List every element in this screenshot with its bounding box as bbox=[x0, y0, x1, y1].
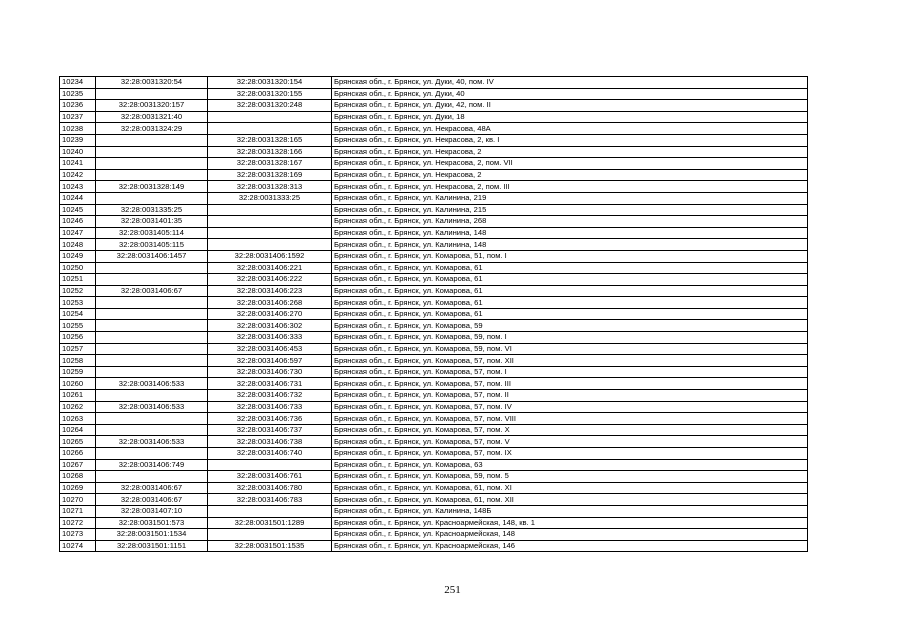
new-cadastral-number-cell: 32:28:0031406:733 bbox=[208, 401, 332, 413]
row-number-cell: 10244 bbox=[60, 192, 96, 204]
table-row bbox=[60, 158, 808, 170]
row-number-cell: 10274 bbox=[60, 540, 96, 552]
new-cadastral-number-cell: 32:28:0031406:221 bbox=[208, 262, 332, 274]
old-cadastral-number-cell bbox=[96, 320, 208, 332]
old-cadastral-number-cell: 32:28:0031406:67 bbox=[96, 494, 208, 506]
row-number-cell: 10245 bbox=[60, 204, 96, 216]
new-cadastral-number-cell: 32:28:0031333:25 bbox=[208, 192, 332, 204]
new-cadastral-number-cell bbox=[208, 505, 332, 517]
address-cell: Брянская обл., г. Брянск, ул. Дуки, 40, пом. IV bbox=[332, 77, 808, 89]
old-cadastral-number-cell: 32:28:0031321:40 bbox=[96, 111, 208, 123]
new-cadastral-number-cell: 32:28:0031406:740 bbox=[208, 448, 332, 460]
table-row bbox=[60, 134, 808, 146]
address-cell: Брянская обл., г. Брянск, ул. Комарова, 57, пом. V bbox=[332, 436, 808, 448]
new-cadastral-number-cell: 32:28:0031406:222 bbox=[208, 274, 332, 286]
table-row bbox=[60, 459, 808, 471]
old-cadastral-number-cell bbox=[96, 192, 208, 204]
old-cadastral-number-cell bbox=[96, 308, 208, 320]
address-cell: Брянская обл., г. Брянск, ул. Дуки, 42, пом. II bbox=[332, 100, 808, 112]
old-cadastral-number-cell bbox=[96, 169, 208, 181]
row-number-cell: 10271 bbox=[60, 505, 96, 517]
new-cadastral-number-cell: 32:28:0031406:268 bbox=[208, 297, 332, 309]
table-row bbox=[60, 471, 808, 483]
address-cell: Брянская обл., г. Брянск, ул. Комарова, 57, пом. IX bbox=[332, 448, 808, 460]
old-cadastral-number-cell: 32:28:0031324:29 bbox=[96, 123, 208, 135]
row-number-cell: 10240 bbox=[60, 146, 96, 158]
row-number-cell: 10258 bbox=[60, 355, 96, 367]
new-cadastral-number-cell bbox=[208, 111, 332, 123]
row-number-cell: 10267 bbox=[60, 459, 96, 471]
address-cell: Брянская обл., г. Брянск, ул. Комарова, 59, пом. 5 bbox=[332, 471, 808, 483]
table-row bbox=[60, 390, 808, 402]
table-row bbox=[60, 355, 808, 367]
address-cell: Брянская обл., г. Брянск, ул. Комарова, 57, пом. IV bbox=[332, 401, 808, 413]
table-row bbox=[60, 308, 808, 320]
table-row bbox=[60, 77, 808, 89]
old-cadastral-number-cell: 32:28:0031406:533 bbox=[96, 378, 208, 390]
old-cadastral-number-cell bbox=[96, 390, 208, 402]
address-cell: Брянская обл., г. Брянск, ул. Комарова, 59, пом. I bbox=[332, 332, 808, 344]
address-cell: Брянская обл., г. Брянск, ул. Некрасова, 2, пом. III bbox=[332, 181, 808, 193]
new-cadastral-number-cell: 32:28:0031406:453 bbox=[208, 343, 332, 355]
old-cadastral-number-cell: 32:28:0031401:35 bbox=[96, 216, 208, 228]
register-body bbox=[60, 77, 808, 552]
new-cadastral-number-cell bbox=[208, 216, 332, 228]
address-cell: Брянская обл., г. Брянск, ул. Комарова, 57, пом. III bbox=[332, 378, 808, 390]
old-cadastral-number-cell: 32:28:0031501:573 bbox=[96, 517, 208, 529]
address-cell: Брянская обл., г. Брянск, ул. Некрасова, 2, пом. VII bbox=[332, 158, 808, 170]
new-cadastral-number-cell: 32:28:0031328:167 bbox=[208, 158, 332, 170]
row-number-cell: 10246 bbox=[60, 216, 96, 228]
address-cell: Брянская обл., г. Брянск, ул. Красноармейская, 146 bbox=[332, 540, 808, 552]
new-cadastral-number-cell: 32:28:0031406:223 bbox=[208, 285, 332, 297]
new-cadastral-number-cell: 32:28:0031406:736 bbox=[208, 413, 332, 425]
row-number-cell: 10238 bbox=[60, 123, 96, 135]
old-cadastral-number-cell bbox=[96, 343, 208, 355]
table-row bbox=[60, 494, 808, 506]
row-number-cell: 10253 bbox=[60, 297, 96, 309]
table-row bbox=[60, 424, 808, 436]
new-cadastral-number-cell bbox=[208, 204, 332, 216]
new-cadastral-number-cell bbox=[208, 239, 332, 251]
old-cadastral-number-cell: 32:28:0031335:25 bbox=[96, 204, 208, 216]
row-number-cell: 10243 bbox=[60, 181, 96, 193]
old-cadastral-number-cell: 32:28:0031406:67 bbox=[96, 285, 208, 297]
table-row bbox=[60, 343, 808, 355]
row-number-cell: 10261 bbox=[60, 390, 96, 402]
old-cadastral-number-cell: 32:28:0031406:749 bbox=[96, 459, 208, 471]
table-row bbox=[60, 436, 808, 448]
old-cadastral-number-cell: 32:28:0031320:157 bbox=[96, 100, 208, 112]
new-cadastral-number-cell: 32:28:0031406:270 bbox=[208, 308, 332, 320]
table-row bbox=[60, 482, 808, 494]
address-cell: Брянская обл., г. Брянск, ул. Комарова, 57, пом. I bbox=[332, 366, 808, 378]
row-number-cell: 10272 bbox=[60, 517, 96, 529]
new-cadastral-number-cell: 32:28:0031406:333 bbox=[208, 332, 332, 344]
old-cadastral-number-cell bbox=[96, 332, 208, 344]
address-cell: Брянская обл., г. Брянск, ул. Комарова, 61 bbox=[332, 285, 808, 297]
old-cadastral-number-cell bbox=[96, 134, 208, 146]
table-row bbox=[60, 366, 808, 378]
row-number-cell: 10249 bbox=[60, 250, 96, 262]
row-number-cell: 10269 bbox=[60, 482, 96, 494]
new-cadastral-number-cell: 32:28:0031320:248 bbox=[208, 100, 332, 112]
address-cell: Брянская обл., г. Брянск, ул. Комарова, 57, пом. II bbox=[332, 390, 808, 402]
address-cell: Брянская обл., г. Брянск, ул. Некрасова, 2 bbox=[332, 169, 808, 181]
table-row bbox=[60, 505, 808, 517]
address-cell: Брянская обл., г. Брянск, ул. Дуки, 18 bbox=[332, 111, 808, 123]
address-cell: Брянская обл., г. Брянск, ул. Красноармейская, 148 bbox=[332, 529, 808, 541]
old-cadastral-number-cell bbox=[96, 146, 208, 158]
table-row bbox=[60, 250, 808, 262]
old-cadastral-number-cell: 32:28:0031406:67 bbox=[96, 482, 208, 494]
old-cadastral-number-cell: 32:28:0031328:149 bbox=[96, 181, 208, 193]
old-cadastral-number-cell bbox=[96, 424, 208, 436]
old-cadastral-number-cell: 32:28:0031405:114 bbox=[96, 227, 208, 239]
table-row bbox=[60, 169, 808, 181]
old-cadastral-number-cell: 32:28:0031320:54 bbox=[96, 77, 208, 89]
new-cadastral-number-cell bbox=[208, 529, 332, 541]
table-row bbox=[60, 297, 808, 309]
row-number-cell: 10239 bbox=[60, 134, 96, 146]
new-cadastral-number-cell: 32:28:0031320:154 bbox=[208, 77, 332, 89]
row-number-cell: 10242 bbox=[60, 169, 96, 181]
page-number: 251 bbox=[444, 584, 461, 596]
address-cell: Брянская обл., г. Брянск, ул. Комарова, 61 bbox=[332, 262, 808, 274]
new-cadastral-number-cell: 32:28:0031328:313 bbox=[208, 181, 332, 193]
table-row bbox=[60, 540, 808, 552]
old-cadastral-number-cell bbox=[96, 274, 208, 286]
address-cell: Брянская обл., г. Брянск, ул. Комарова, 57, пом. XII bbox=[332, 355, 808, 367]
address-cell: Брянская обл., г. Брянск, ул. Калинина, 219 bbox=[332, 192, 808, 204]
address-cell: Брянская обл., г. Брянск, ул. Комарова, 61, пом. XII bbox=[332, 494, 808, 506]
address-cell: Брянская обл., г. Брянск, ул. Калинина, 148 bbox=[332, 239, 808, 251]
row-number-cell: 10237 bbox=[60, 111, 96, 123]
new-cadastral-number-cell: 32:28:0031406:730 bbox=[208, 366, 332, 378]
table-row bbox=[60, 401, 808, 413]
table-row bbox=[60, 146, 808, 158]
new-cadastral-number-cell: 32:28:0031406:597 bbox=[208, 355, 332, 367]
new-cadastral-number-cell: 32:28:0031406:761 bbox=[208, 471, 332, 483]
table-row bbox=[60, 285, 808, 297]
old-cadastral-number-cell: 32:28:0031501:1534 bbox=[96, 529, 208, 541]
address-cell: Брянская обл., г. Брянск, ул. Калинина, 148 bbox=[332, 227, 808, 239]
table-row bbox=[60, 88, 808, 100]
new-cadastral-number-cell: 32:28:0031320:155 bbox=[208, 88, 332, 100]
old-cadastral-number-cell bbox=[96, 448, 208, 460]
address-cell: Брянская обл., г. Брянск, ул. Комарова, 57, пом. X bbox=[332, 424, 808, 436]
old-cadastral-number-cell bbox=[96, 413, 208, 425]
table-row bbox=[60, 274, 808, 286]
table-row bbox=[60, 262, 808, 274]
row-number-cell: 10254 bbox=[60, 308, 96, 320]
row-number-cell: 10250 bbox=[60, 262, 96, 274]
address-cell: Брянская обл., г. Брянск, ул. Красноармейская, 148, кв. 1 bbox=[332, 517, 808, 529]
address-cell: Брянская обл., г. Брянск, ул. Комарова, 61, пом. XI bbox=[332, 482, 808, 494]
row-number-cell: 10247 bbox=[60, 227, 96, 239]
address-cell: Брянская обл., г. Брянск, ул. Дуки, 40 bbox=[332, 88, 808, 100]
address-cell: Брянская обл., г. Брянск, ул. Калинина, 215 bbox=[332, 204, 808, 216]
row-number-cell: 10236 bbox=[60, 100, 96, 112]
old-cadastral-number-cell: 32:28:0031405:115 bbox=[96, 239, 208, 251]
new-cadastral-number-cell: 32:28:0031501:1289 bbox=[208, 517, 332, 529]
old-cadastral-number-cell: 32:28:0031406:1457 bbox=[96, 250, 208, 262]
old-cadastral-number-cell bbox=[96, 355, 208, 367]
address-cell: Брянская обл., г. Брянск, ул. Комарова, 51, пом. I bbox=[332, 250, 808, 262]
new-cadastral-number-cell: 32:28:0031406:732 bbox=[208, 390, 332, 402]
new-cadastral-number-cell: 32:28:0031406:738 bbox=[208, 436, 332, 448]
new-cadastral-number-cell: 32:28:0031406:780 bbox=[208, 482, 332, 494]
table-row bbox=[60, 227, 808, 239]
row-number-cell: 10259 bbox=[60, 366, 96, 378]
new-cadastral-number-cell: 32:28:0031406:1592 bbox=[208, 250, 332, 262]
table-row bbox=[60, 332, 808, 344]
old-cadastral-number-cell bbox=[96, 158, 208, 170]
row-number-cell: 10234 bbox=[60, 77, 96, 89]
row-number-cell: 10268 bbox=[60, 471, 96, 483]
address-cell: Брянская обл., г. Брянск, ул. Комарова, 59 bbox=[332, 320, 808, 332]
row-number-cell: 10260 bbox=[60, 378, 96, 390]
address-cell: Брянская обл., г. Брянск, ул. Калинина, 148Б bbox=[332, 505, 808, 517]
row-number-cell: 10270 bbox=[60, 494, 96, 506]
row-number-cell: 10256 bbox=[60, 332, 96, 344]
row-number-cell: 10264 bbox=[60, 424, 96, 436]
address-cell: Брянская обл., г. Брянск, ул. Комарова, 61 bbox=[332, 274, 808, 286]
old-cadastral-number-cell bbox=[96, 366, 208, 378]
table-row bbox=[60, 448, 808, 460]
new-cadastral-number-cell bbox=[208, 123, 332, 135]
table-row bbox=[60, 239, 808, 251]
address-cell: Брянская обл., г. Брянск, ул. Комарова, 61 bbox=[332, 297, 808, 309]
old-cadastral-number-cell: 32:28:0031406:533 bbox=[96, 436, 208, 448]
old-cadastral-number-cell bbox=[96, 88, 208, 100]
table-row bbox=[60, 204, 808, 216]
old-cadastral-number-cell bbox=[96, 471, 208, 483]
table-row bbox=[60, 123, 808, 135]
new-cadastral-number-cell: 32:28:0031406:302 bbox=[208, 320, 332, 332]
old-cadastral-number-cell: 32:28:0031407:10 bbox=[96, 505, 208, 517]
row-number-cell: 10266 bbox=[60, 448, 96, 460]
old-cadastral-number-cell: 32:28:0031406:533 bbox=[96, 401, 208, 413]
row-number-cell: 10255 bbox=[60, 320, 96, 332]
row-number-cell: 10257 bbox=[60, 343, 96, 355]
table-row bbox=[60, 192, 808, 204]
address-cell: Брянская обл., г. Брянск, ул. Комарова, 59, пом. VI bbox=[332, 343, 808, 355]
old-cadastral-number-cell: 32:28:0031501:1151 bbox=[96, 540, 208, 552]
address-cell: Брянская обл., г. Брянск, ул. Некрасова, 48А bbox=[332, 123, 808, 135]
new-cadastral-number-cell: 32:28:0031328:165 bbox=[208, 134, 332, 146]
table-row bbox=[60, 111, 808, 123]
row-number-cell: 10241 bbox=[60, 158, 96, 170]
table-row bbox=[60, 378, 808, 390]
new-cadastral-number-cell: 32:28:0031328:169 bbox=[208, 169, 332, 181]
table-row bbox=[60, 413, 808, 425]
old-cadastral-number-cell bbox=[96, 262, 208, 274]
row-number-cell: 10263 bbox=[60, 413, 96, 425]
row-number-cell: 10273 bbox=[60, 529, 96, 541]
address-cell: Брянская обл., г. Брянск, ул. Комарова, 61 bbox=[332, 308, 808, 320]
row-number-cell: 10248 bbox=[60, 239, 96, 251]
new-cadastral-number-cell bbox=[208, 459, 332, 471]
old-cadastral-number-cell bbox=[96, 297, 208, 309]
address-cell: Брянская обл., г. Брянск, ул. Некрасова, 2 bbox=[332, 146, 808, 158]
register-table bbox=[59, 76, 808, 552]
new-cadastral-number-cell: 32:28:0031406:737 bbox=[208, 424, 332, 436]
row-number-cell: 10252 bbox=[60, 285, 96, 297]
address-cell: Брянская обл., г. Брянск, ул. Комарова, 57, пом. VIII bbox=[332, 413, 808, 425]
row-number-cell: 10265 bbox=[60, 436, 96, 448]
new-cadastral-number-cell: 32:28:0031406:731 bbox=[208, 378, 332, 390]
table-row bbox=[60, 517, 808, 529]
address-cell: Брянская обл., г. Брянск, ул. Калинина, 268 bbox=[332, 216, 808, 228]
row-number-cell: 10262 bbox=[60, 401, 96, 413]
row-number-cell: 10251 bbox=[60, 274, 96, 286]
table-row bbox=[60, 320, 808, 332]
new-cadastral-number-cell: 32:28:0031406:783 bbox=[208, 494, 332, 506]
new-cadastral-number-cell: 32:28:0031501:1535 bbox=[208, 540, 332, 552]
address-cell: Брянская обл., г. Брянск, ул. Некрасова, 2, кв. I bbox=[332, 134, 808, 146]
new-cadastral-number-cell bbox=[208, 227, 332, 239]
row-number-cell: 10235 bbox=[60, 88, 96, 100]
table-row bbox=[60, 529, 808, 541]
new-cadastral-number-cell: 32:28:0031328:166 bbox=[208, 146, 332, 158]
table-row bbox=[60, 100, 808, 112]
table-row bbox=[60, 181, 808, 193]
table-row bbox=[60, 216, 808, 228]
address-cell: Брянская обл., г. Брянск, ул. Комарова, 63 bbox=[332, 459, 808, 471]
